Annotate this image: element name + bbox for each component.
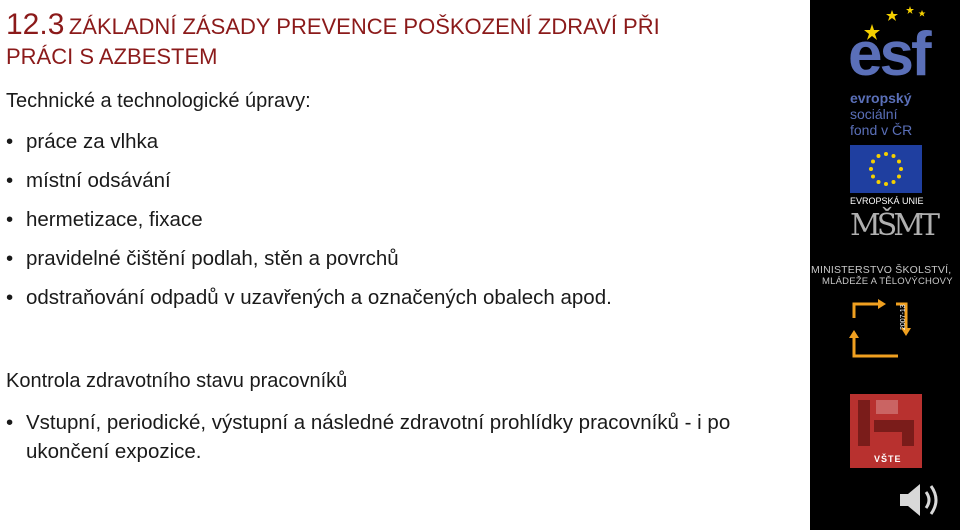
speaker-icon[interactable] xyxy=(896,478,946,522)
list-item: • pravidelné čištění podlah, stěn a povrchů xyxy=(6,245,612,284)
title-line1: ZÁKLADNÍ ZÁSADY PREVENCE POŠKOZENÍ ZDRAVÍ PŘI xyxy=(68,14,660,39)
logo-sidebar xyxy=(810,0,960,530)
section2-heading: Kontrola zdravotního stavu pracovníků xyxy=(6,370,348,392)
title-number: 12.3 xyxy=(6,8,65,41)
msmt-logo: MŠMT xyxy=(850,208,936,243)
esf-logo: esf xyxy=(848,20,929,89)
op-years: 2007-13 xyxy=(900,304,907,330)
list-item: • odstraňování odpadů v uzavřených a označených obalech apod. xyxy=(6,284,612,323)
list-item: • místní odsávání xyxy=(6,167,612,206)
list-item: • Vstupní, periodické, výstupní a následné zdravotní prohlídky pracovníků - i po ukončení expozice. xyxy=(6,408,766,466)
msmt-line2: MLÁDEŽE A TĚLOVÝCHOVY xyxy=(822,276,953,287)
slide-title xyxy=(6,10,806,69)
list-item: • práce za vlhka xyxy=(6,128,612,167)
bullet-icon: • xyxy=(6,411,14,434)
op-logo-icon xyxy=(848,298,918,362)
bullet-icon: • xyxy=(6,130,14,153)
esf-line2: sociální xyxy=(850,106,898,122)
eu-flag-icon xyxy=(850,145,922,193)
eu-label: EVROPSKÁ UNIE xyxy=(850,196,924,206)
bullet-icon: • xyxy=(6,286,14,309)
bullet-icon: • xyxy=(6,169,14,192)
section2-list xyxy=(6,408,766,466)
section1-heading: Technické a technologické úpravy: xyxy=(6,90,311,112)
vste-label: VŠTE xyxy=(874,454,902,464)
bullet-icon: • xyxy=(6,208,14,231)
msmt-line1: MINISTERSTVO ŠKOLSTVÍ, xyxy=(811,264,952,276)
title-line2: PRÁCI S AZBESTEM xyxy=(6,44,218,69)
esf-line3: fond v ČR xyxy=(850,122,913,138)
list-item: • hermetizace, fixace xyxy=(6,206,612,245)
esf-line1: evropský xyxy=(850,90,912,106)
section1-list xyxy=(6,128,612,323)
bullet-icon: • xyxy=(6,247,14,270)
